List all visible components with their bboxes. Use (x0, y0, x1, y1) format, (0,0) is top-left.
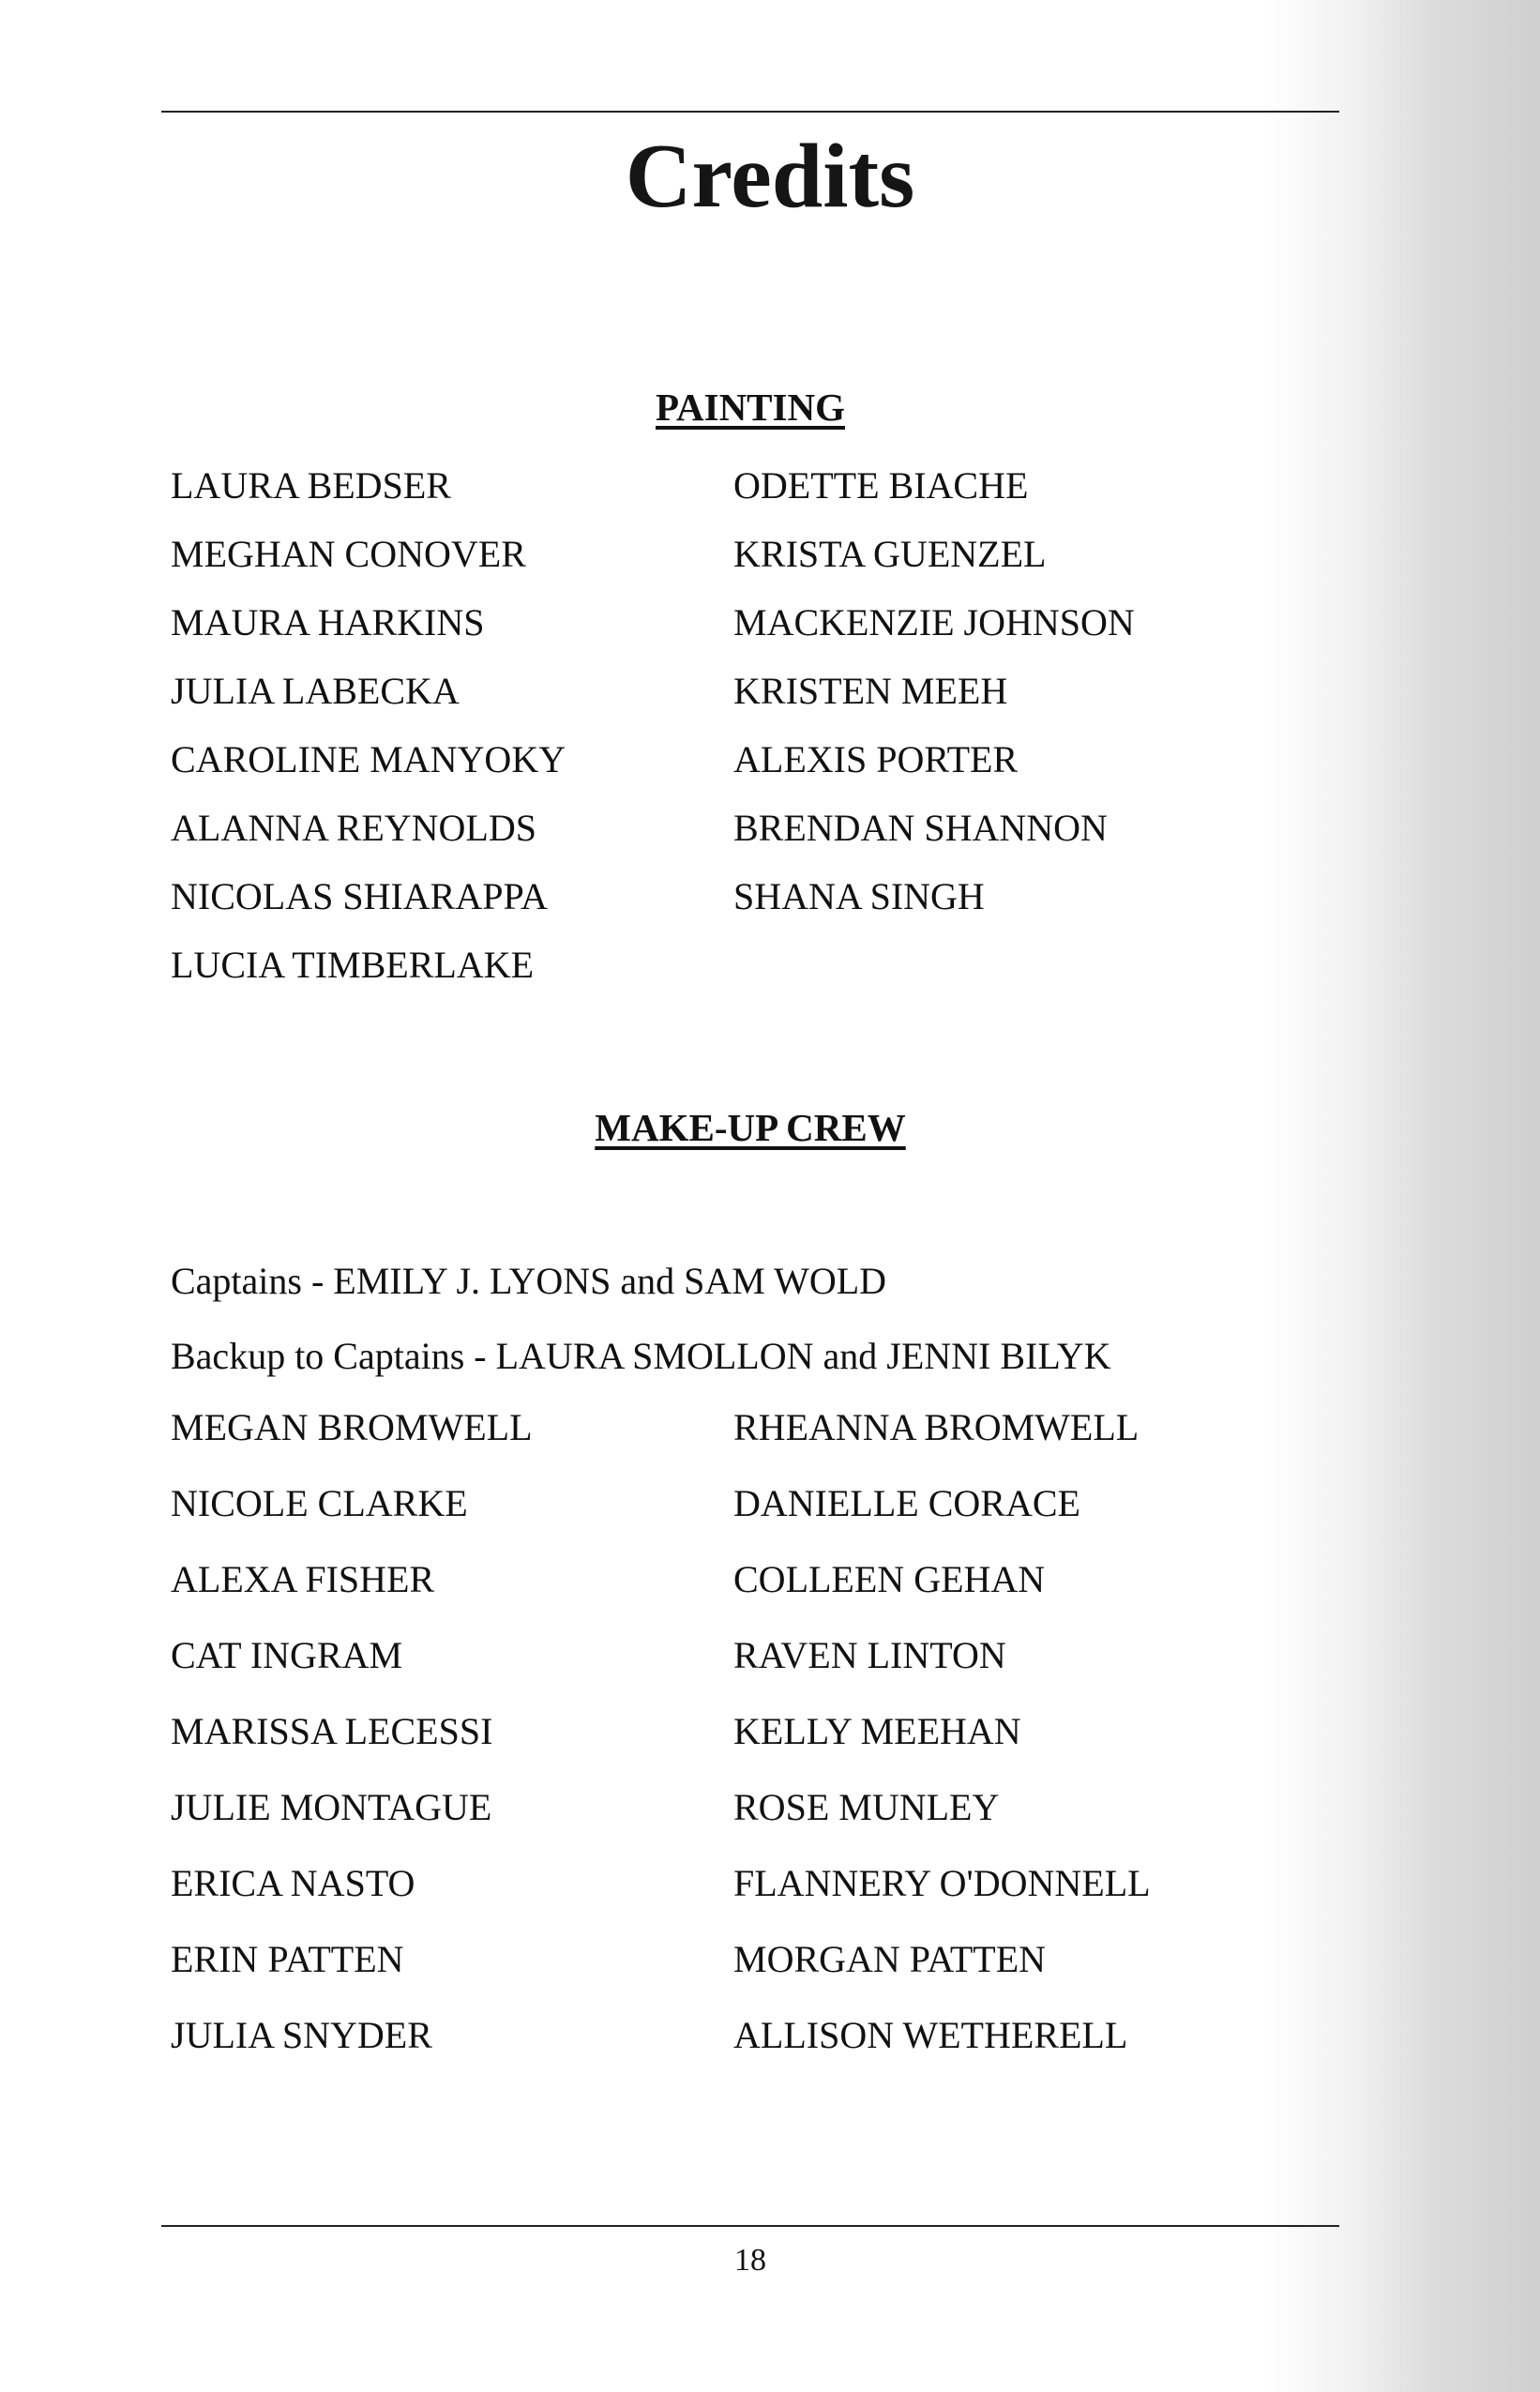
crew-name: MAURA HARKINS (171, 601, 485, 643)
painting-names (171, 463, 1343, 1011)
crew-name: KELLY MEEHAN (733, 1710, 1021, 1752)
backup-captains-line: Backup to Captains - LAURA SMOLLON and JENNI BILYK (171, 1335, 1111, 1377)
crew-name: FLANNERY O'DONNELL (733, 1862, 1151, 1904)
crew-name: JULIA SNYDER (171, 2014, 432, 2056)
crew-name: CAT INGRAM (171, 1634, 403, 1676)
crew-name: RAVEN LINTON (733, 1634, 1006, 1676)
crew-name: SHANA SINGH (733, 875, 985, 917)
bottom-rule (161, 2225, 1339, 2227)
crew-name: ALEXA FISHER (171, 1558, 435, 1600)
crew-name: JULIA LABECKA (171, 670, 460, 712)
makeup-crew-heading: MAKE-UP CREW (595, 1106, 906, 1149)
crew-name: KRISTEN MEEH (733, 670, 1008, 712)
crew-name: ERIN PATTEN (171, 1938, 404, 1980)
crew-name: ALLISON WETHERELL (733, 2014, 1128, 2056)
painting-heading: PAINTING (656, 386, 845, 429)
captains-line: Captains - EMILY J. LYONS and SAM WOLD (171, 1260, 887, 1302)
crew-name: LUCIA TIMBERLAKE (171, 944, 535, 986)
crew-name: JULIE MONTAGUE (171, 1786, 492, 1828)
crew-name: NICOLE CLARKE (171, 1482, 468, 1524)
makeup-crew-names (171, 1405, 1343, 2089)
crew-name: DANIELLE CORACE (733, 1482, 1080, 1524)
crew-name: MEGAN BROMWELL (171, 1406, 533, 1448)
page-number: 18 (734, 2243, 766, 2278)
crew-name: MACKENZIE JOHNSON (733, 601, 1135, 643)
page-title: Credits (625, 126, 915, 227)
crew-name: ERICA NASTO (171, 1862, 415, 1904)
top-rule (161, 111, 1339, 113)
crew-name: MORGAN PATTEN (733, 1938, 1047, 1980)
crew-name: MEGHAN CONOVER (171, 533, 526, 575)
crew-name: CAROLINE MANYOKY (171, 738, 566, 780)
crew-name: ALEXIS PORTER (733, 738, 1019, 780)
crew-name: ODETTE BIACHE (733, 464, 1029, 507)
crew-name: RHEANNA BROMWELL (733, 1406, 1140, 1448)
crew-name: ALANNA REYNOLDS (171, 807, 536, 849)
crew-name: COLLEEN GEHAN (733, 1558, 1046, 1600)
crew-name: BRENDAN SHANNON (733, 807, 1108, 849)
crew-name: LAURA BEDSER (171, 464, 451, 507)
crew-name: KRISTA GUENZEL (733, 533, 1047, 575)
crew-name: ROSE MUNLEY (733, 1786, 1000, 1828)
crew-name: MARISSA LECESSI (171, 1710, 493, 1752)
crew-name: NICOLAS SHIARAPPA (171, 875, 548, 917)
